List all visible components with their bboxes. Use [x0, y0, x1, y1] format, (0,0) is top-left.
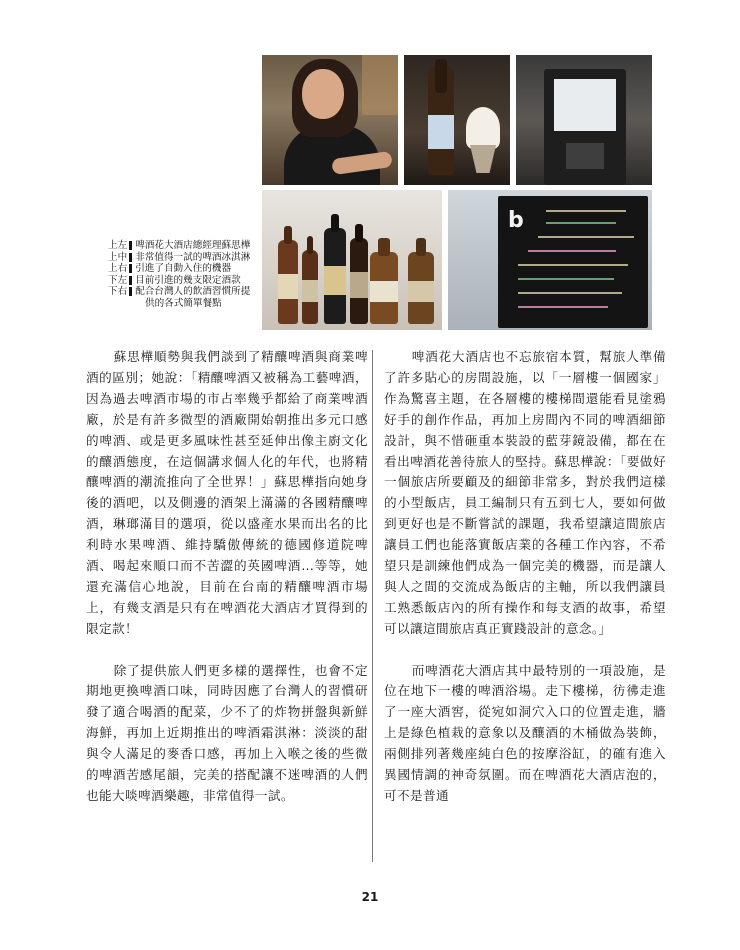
caption-top-center	[108, 252, 268, 264]
limited-beers-photo	[262, 190, 442, 330]
caption-position: 上左	[108, 240, 128, 251]
article-column-right	[384, 347, 666, 807]
caption-bottom-right	[108, 286, 268, 298]
caption-bar-icon	[129, 264, 132, 273]
caption-bottom-left	[108, 275, 268, 287]
paragraph: 除了提供旅人們更多樣的選擇性，也會不定期地更換啤酒口味，同時因應了台灣人的習慣研發了適合喝酒的配菜，少不了的炸物拼盤與新鮮海鮮，再加上近期推出的啤酒霜淇淋：淡淡的甜與令人滿足的麥香口感，再加上入喉之後的些微的啤酒苦感尾韻，完美的搭配讓不迷啤酒的人們也能大啖啤酒樂趣，非常值得一試。	[86, 662, 368, 804]
caption-continuation: 供的各式簡單餐點	[145, 297, 222, 309]
caption-text: 啤酒花大酒店總經理蘇思樺	[135, 240, 251, 251]
caption-bar-icon	[129, 241, 132, 250]
beer-ice-cream-photo	[404, 55, 510, 185]
check-in-kiosk-photo	[516, 55, 652, 185]
manager-portrait-photo	[262, 55, 398, 185]
caption-position: 下右	[108, 286, 128, 297]
caption-bar-icon	[129, 287, 132, 296]
caption-position: 上右	[108, 263, 128, 274]
caption-bar-icon	[129, 276, 132, 285]
column-divider	[372, 350, 373, 862]
menu-chalkboard-photo: b	[448, 190, 652, 330]
paragraph: 啤酒花大酒店也不忘旅宿本質，幫旅人準備了許多貼心的房間設施，以「一層樓一個國家」作為驚喜主題，在各層樓的樓梯間還能看見塗鴉好手的創作作品，再加上房間內不同的啤酒細節設計，與不惜砸重本裝設的藍芽鏡設備，都在在看出啤酒花善待旅人的堅持。蘇思樺說：「要做好一個旅店所要顧及的細節非常多，對於我們這樣的小型飯店，員工編制只有五到七人，要如何做到更好也是不斷嘗試的課題，我希望讓這間旅店讓員工們也能落實飯店業的各種工作內容，不希望只是訓練他們成為一個完美的機器，而是讓人與人之間的交流成為飯店的主軸，所以我們讓員工熟悉飯店內的所有操作和每支酒的故事，希望可以讓這間旅店真正實踐設計的意念。」	[384, 349, 666, 636]
caption-text: 目前引進的幾支限定酒款	[135, 274, 241, 286]
paragraph: 而啤酒花大酒店其中最特別的一項設施，是位在地下一樓的啤酒浴場。走下樓梯，彷彿走進了一座大酒窖，從宛如洞穴入口的位置走進，牆上是綠色植栽的意象以及釀酒的木桶做為裝飾，兩側排列著幾座純白色的按摩浴缸，的確有進入異國情調的神奇氛圍。而在啤酒花大酒店泡的，可不是普通	[384, 662, 666, 804]
page-number: 21	[361, 890, 379, 904]
caption-position: 上中	[108, 251, 128, 263]
caption-text: 引進了自動入住的機器	[135, 263, 232, 274]
photo-captions	[108, 240, 268, 309]
caption-bar-icon	[129, 253, 132, 262]
caption-top-left	[108, 240, 268, 252]
caption-text: 配合台灣人的飲酒習慣所提	[135, 286, 251, 297]
caption-top-right	[108, 263, 268, 275]
caption-text: 非常值得一試的啤酒冰淇淋	[135, 251, 251, 263]
caption-position: 下左	[108, 274, 128, 286]
article-column-left	[86, 347, 368, 807]
paragraph: 蘇思樺順勢與我們談到了精釀啤酒與商業啤酒的區別；她說：「精釀啤酒又被稱為工藝啤酒，因為過去啤酒市場的市占率幾乎都給了商業啤酒廠，於是有許多微型的酒廠開始朝推出多元口感的啤酒、或是更多風味性甚至延伸出像主廚文化的釀酒態度，在這個講求個人化的年代，也將精釀啤酒的潮流推向了全世界！」蘇思樺指向她身後的酒吧，以及側邊的酒架上滿滿的各國精釀啤酒，琳瑯滿目的選項，從以盛產水果而出名的比利時水果啤酒、維持驕傲傳統的德國修道院啤酒、喝起來順口而不苦澀的英國啤酒…等等，她還充滿信心地說，目前在台南的精釀啤酒市場上，有幾支酒是只有在啤酒花大酒店才買得到的限定款！	[86, 349, 368, 636]
